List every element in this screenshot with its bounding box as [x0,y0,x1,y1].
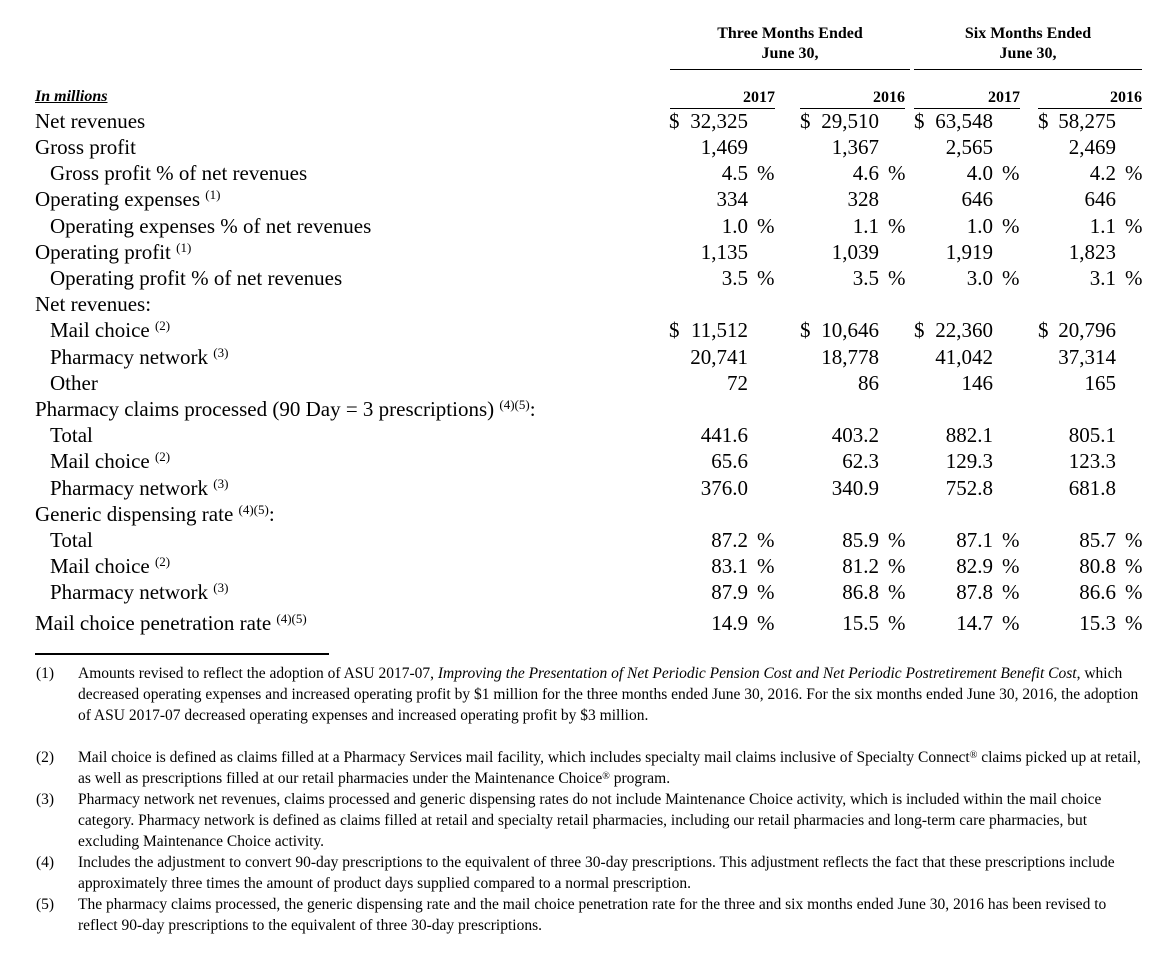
percent-sign: % [888,214,906,238]
row-label-suffix: : [268,502,275,526]
row-label [35,610,307,636]
dollar-sign: $ [914,318,925,342]
cell-value: 63,548 [935,109,993,133]
table-row [0,265,1176,291]
percent-sign: % [757,580,775,604]
row-label-text: Operating profit % of net revenues [50,266,343,290]
row-label [50,344,228,370]
percent-sign: % [757,214,775,238]
row-label [50,317,170,343]
table-row [0,344,1176,370]
percent-sign: % [1125,214,1143,238]
cell-value: 86.6 [1079,580,1116,604]
header-six-months [914,24,1142,64]
percent-sign: % [1125,266,1143,290]
dollar-sign: $ [1038,109,1049,133]
row-label [50,475,228,501]
cell-value: 1.1 [852,214,879,238]
footnote-number: (2) [36,749,55,766]
cell-value: 62.3 [842,449,879,473]
percent-sign: % [1125,161,1143,185]
table-row [0,553,1176,579]
footnote [36,663,1146,726]
row-label [50,527,93,553]
cell-value: 1.0 [721,214,748,238]
percent-sign: % [1002,266,1020,290]
footnote-text [78,747,1146,789]
row-label-text: Mail choice [50,449,150,473]
row-label [50,370,98,396]
table-row [0,396,1176,422]
footnote-text [78,789,1146,852]
cell-value: 2,469 [1068,135,1116,159]
row-label [35,239,191,265]
cell-value: 441.6 [700,423,748,447]
cell-value: 123.3 [1068,449,1116,473]
cell-value: 1,367 [831,135,879,159]
row-label [50,160,307,186]
table-row [0,108,1176,134]
row-label-text: Net revenues: [35,292,152,316]
cell-value: 14.9 [711,611,748,635]
cell-value: 646 [1084,187,1116,211]
cell-value: 340.9 [831,476,879,500]
footnote-italic-title: Improving the Presentation of Net Periodic Pension Cost and Net Periodic Postretirement Benefit Cost [437,665,1077,682]
footnote-rule [35,653,329,655]
row-label-text: Total [50,528,93,552]
cell-value: 1,039 [831,240,879,264]
cell-value: 882.1 [945,423,993,447]
dollar-sign: $ [1038,318,1049,342]
row-label [35,186,220,212]
cell-value: 82.9 [956,554,993,578]
cell-value: 14.7 [956,611,993,635]
footnote-text-part: Amounts revised to reflect the adoption of ASU 2017-07, [78,665,438,682]
year-text: 2016 [1110,89,1142,106]
year-text: 2016 [873,89,905,106]
table-row [0,448,1176,474]
dollar-sign: $ [800,318,811,342]
year-header-1 [670,88,775,108]
year-header-4 [1038,88,1142,108]
cell-value: 15.3 [1079,611,1116,635]
cell-value: 10,646 [821,318,879,342]
row-label-text: Pharmacy claims processed (90 Day = 3 prescriptions) [35,397,495,421]
header-three-months-line1: Three Months Ended [717,25,863,42]
table-row [0,610,1176,636]
percent-sign: % [888,580,906,604]
cell-value: 41,042 [935,345,993,369]
footnote-text-part: program. [609,770,671,787]
footnote-text-part: Pharmacy network net revenues, claims processed and generic dispensing rates do not include Maintenance Choice activity, which is included within the mail choice category. Pharmacy network is defined as claims filled at retail and specialty retail pharmacies, including our retail pharmacies and long-term care pharmacies, but excluding Maintenance Choice activity. [78,791,1102,850]
cell-value: 86.8 [842,580,879,604]
row-label-text: Operating profit [35,240,171,264]
cell-value: 1.0 [966,214,993,238]
percent-sign: % [888,554,906,578]
percent-sign: % [1125,554,1143,578]
table-row [0,370,1176,396]
row-label-text: Pharmacy network [50,345,209,369]
percent-sign: % [888,528,906,552]
cell-value: 4.2 [1089,161,1116,185]
row-label-text: Net revenues [35,109,146,133]
row-label-suffix: : [529,397,536,421]
percent-sign: % [1002,214,1020,238]
footnote-ref: (1) [176,240,192,255]
table-row [0,317,1176,343]
cell-value: 1,135 [700,240,748,264]
percent-sign: % [1002,528,1020,552]
percent-sign: % [1125,528,1143,552]
percent-sign: % [888,161,906,185]
header-six-months-rule [914,69,1142,70]
footnote [36,789,1146,852]
row-label [35,134,136,160]
cell-value: 81.2 [842,554,879,578]
cell-value: 2,565 [945,135,993,159]
header-three-months-line2: June 30, [761,45,819,62]
cell-value: 4.6 [852,161,879,185]
table-row [0,579,1176,605]
row-label [50,265,342,291]
footnote-ref: (2) [154,554,171,569]
footnote-ref: (4)(5) [276,611,307,626]
footnote-text-part: The pharmacy claims processed, the generic dispensing rate and the mail choice penetration rate for the three and six months ended June 30, 2016 has been revised to reflect 90-day prescriptions to the equivalent of three 30-day prescriptions. [78,896,1107,934]
dollar-sign: $ [669,318,680,342]
footnote-ref: (4)(5) [499,397,530,412]
cell-value: 20,796 [1058,318,1116,342]
row-label-text: Operating expenses % of net revenues [50,214,372,238]
cell-value: 72 [727,371,748,395]
cell-value: 65.6 [711,449,748,473]
cell-value: 18,778 [821,345,879,369]
table-row [0,134,1176,160]
registered-mark: ® [969,750,978,761]
footnote [36,894,1146,936]
footnote-number: (5) [36,896,55,913]
footnote-number: (4) [36,854,55,871]
table-row [0,186,1176,212]
percent-sign: % [1002,611,1020,635]
table-row [0,501,1176,527]
cell-value: 11,512 [691,318,748,342]
cell-value: 646 [961,187,993,211]
cell-value: 20,741 [690,345,748,369]
footnote-text [78,894,1146,936]
row-label [50,579,228,605]
cell-value: 376.0 [700,476,748,500]
row-label-text: Operating expenses [35,187,201,211]
cell-value: 87.1 [956,528,993,552]
percent-sign: % [757,266,775,290]
row-label-text: Mail choice penetration rate [35,611,272,635]
cell-value: 3.0 [966,266,993,290]
cell-value: 752.8 [945,476,993,500]
row-label-text: Gross profit % of net revenues [50,161,308,185]
percent-sign: % [757,611,775,635]
footnote-text [78,663,1146,726]
cell-value: 805.1 [1068,423,1116,447]
footnote-ref: (2) [154,318,171,333]
footnote-text [78,852,1146,894]
cell-value: 1,469 [700,135,748,159]
percent-sign: % [1002,161,1020,185]
row-label [35,501,275,527]
percent-sign: % [757,554,775,578]
cell-value: 87.8 [956,580,993,604]
percent-sign: % [1002,554,1020,578]
row-label [35,396,536,422]
footnote-ref: (3) [213,580,229,595]
cell-value: 32,325 [690,109,748,133]
dollar-sign: $ [800,109,811,133]
row-label [50,448,170,474]
cell-value: 3.5 [852,266,879,290]
footnote [36,747,1146,789]
table-row [0,422,1176,448]
row-label [35,108,145,134]
cell-value: 85.7 [1079,528,1116,552]
cell-value: 86 [858,371,879,395]
header-six-months-line1: Six Months Ended [964,25,1092,42]
row-label-text: Other [50,371,98,395]
cell-value: 4.0 [966,161,993,185]
header-three-months [670,24,910,64]
header-six-months-line2: June 30, [999,45,1057,62]
cell-value: 87.2 [711,528,748,552]
percent-sign: % [757,528,775,552]
cell-value: 1,919 [945,240,993,264]
registered-mark: ® [602,771,610,782]
table-row [0,291,1176,317]
row-label [50,422,93,448]
cell-value: 87.9 [711,580,748,604]
cell-value: 129.3 [945,449,993,473]
row-label [35,291,151,317]
cell-value: 37,314 [1058,345,1116,369]
year-text: 2017 [743,89,775,106]
row-label-text: Gross profit [35,135,136,159]
footnote-text-part: Mail choice is defined as claims filled at a Pharmacy Services mail facility, which includes specialty mail claims inclusive of Specialty Connect [78,749,970,766]
table-row [0,527,1176,553]
row-label-text: Pharmacy network [50,580,209,604]
cell-value: 403.2 [831,423,879,447]
footnote-text-part: , which decreased operating expenses and increased operating profit by $1 million for the three months ended June 30, 2016. For the six months ended June 30, 2016, the adoption of ASU 2017-07 decreased operating expenses and increased operating profit by $3 million. [78,665,1139,724]
dollar-sign: $ [669,109,680,133]
cell-value: 85.9 [842,528,879,552]
percent-sign: % [1002,580,1020,604]
footnote-ref: (1) [205,187,221,202]
table-row [0,160,1176,186]
cell-value: 15.5 [842,611,879,635]
footnote-text-part: claims picked up at retail, as well as prescriptions filled at our retail pharmacies under the Maintenance Choice [78,749,1141,787]
footnote-ref: (3) [213,476,229,491]
cell-value: 80.8 [1079,554,1116,578]
footnote-ref: (3) [213,345,229,360]
row-label-text: Generic dispensing rate [35,502,234,526]
dollar-sign: $ [914,109,925,133]
percent-sign: % [1125,611,1143,635]
percent-sign: % [888,611,906,635]
cell-value: 681.8 [1068,476,1116,500]
cell-value: 3.5 [721,266,748,290]
footnote-number: (1) [36,665,55,682]
row-label-text: Mail choice [50,318,150,342]
cell-value: 22,360 [935,318,993,342]
cell-value: 328 [847,187,879,211]
row-label [50,553,170,579]
cell-value: 334 [716,187,748,211]
cell-value: 83.1 [711,554,748,578]
cell-value: 1.1 [1089,214,1116,238]
row-label-text: Total [50,423,93,447]
header-three-months-rule [670,69,910,70]
table-row [0,239,1176,265]
footnote-ref: (2) [154,449,171,464]
footnote-ref: (4)(5) [238,502,269,517]
row-label [50,213,371,239]
footnote-number: (3) [36,791,55,808]
year-header-2 [800,88,905,108]
row-label-text: Mail choice [50,554,150,578]
cell-value: 165 [1084,371,1116,395]
footnote-text-part: Includes the adjustment to convert 90-day prescriptions to the equivalent of three 30-day prescriptions. This adjustment reflects the fact that these prescriptions include approximately three times the amount of product days supplied compared to a normal prescription. [78,854,1115,892]
percent-sign: % [757,161,775,185]
cell-value: 29,510 [821,109,879,133]
footnote [36,852,1146,894]
year-text: 2017 [988,89,1020,106]
year-header-3 [914,88,1020,108]
cell-value: 3.1 [1089,266,1116,290]
row-label-text: Pharmacy network [50,476,209,500]
cell-value: 58,275 [1058,109,1116,133]
cell-value: 4.5 [721,161,748,185]
table-row [0,475,1176,501]
percent-sign: % [888,266,906,290]
units-label: In millions [35,88,108,105]
cell-value: 1,823 [1068,240,1116,264]
percent-sign: % [1125,580,1143,604]
cell-value: 146 [961,371,993,395]
table-row [0,213,1176,239]
